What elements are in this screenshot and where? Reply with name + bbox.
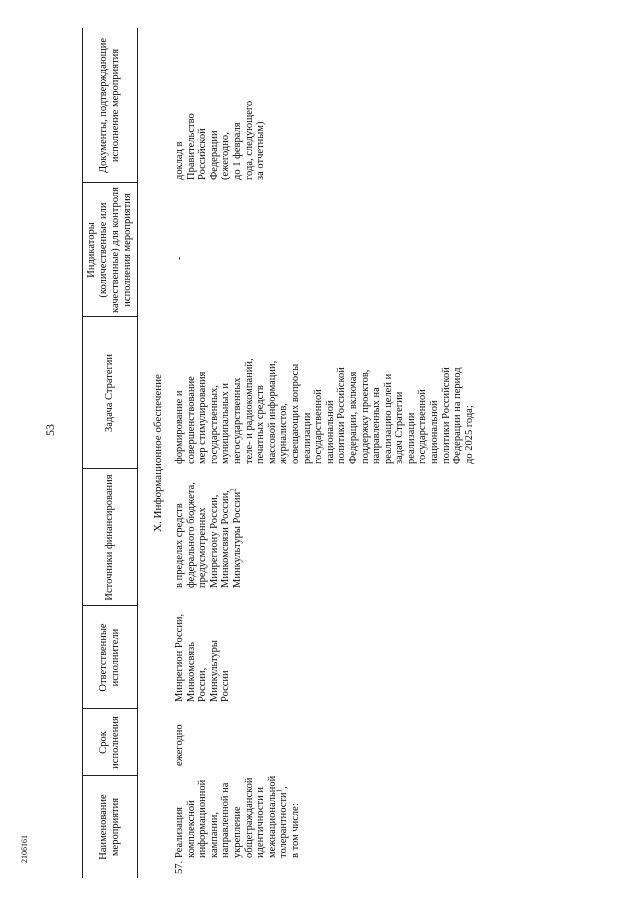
header-name: Наименование мероприятия bbox=[98, 794, 121, 860]
cell-indicators: - bbox=[174, 256, 185, 260]
footnote-2: 2 bbox=[229, 488, 238, 492]
footnote-1: 1 bbox=[275, 788, 284, 793]
header-term: Срок исполнения bbox=[98, 716, 121, 769]
header-funding: Источники финансирования bbox=[104, 474, 115, 601]
header-indicators: Индикаторы (количественные или качественные) для контроля исполнения мероприятия bbox=[86, 187, 133, 313]
cell-name-text: Реализация комплексной информационной кампании, направленной на укрепление общегражданской идентичности и межнациональной толерантности bbox=[174, 775, 290, 858]
cell-task: формирование и совершенствование мер стимулирования государственных, муниципальных и негосударственных теле- и радиокомпаний, печатных средств массовой информации, журналистов, освещающих вопросы реализации государственной национальной политики Российской Федерации, включая поддержку проектов, направленных на реализацию целей и задач Стратегии реализации государственной национальной политики Российской Федерации на период до 2025 года; bbox=[174, 358, 475, 464]
header-documents: Документы, подтверждающие исполнение мероприятия bbox=[98, 37, 121, 174]
cell-term: ежегодно bbox=[174, 724, 185, 766]
section-title: X. Информационное обеспечение bbox=[152, 374, 164, 532]
cell-name-tail: , в том числе: bbox=[278, 786, 301, 858]
cell-name bbox=[174, 768, 302, 858]
row-number: 57. bbox=[174, 860, 185, 874]
document-stamp: 2106161 bbox=[20, 835, 29, 863]
rotated-table bbox=[82, 28, 475, 878]
header-executors: Ответственные исполнители bbox=[98, 623, 121, 692]
cell-documents: доклад в Правительство Российской Федерации (ежегодно, до 1 февраля года, следующего за отчетным) bbox=[174, 100, 267, 180]
cell-funding bbox=[174, 453, 244, 588]
cell-executors: Минрегион России, Минкомсвязь России, Минкультуры России bbox=[174, 613, 232, 702]
cell-funding-text: в пределах средств федерального бюджета, предусмотренных Минрегиону России, Минкомсвязи России, Минкультуры России bbox=[174, 482, 243, 588]
header-task: Задача Стратегии bbox=[104, 353, 115, 433]
table-header bbox=[82, 28, 138, 878]
page-number: 53 bbox=[43, 424, 57, 436]
